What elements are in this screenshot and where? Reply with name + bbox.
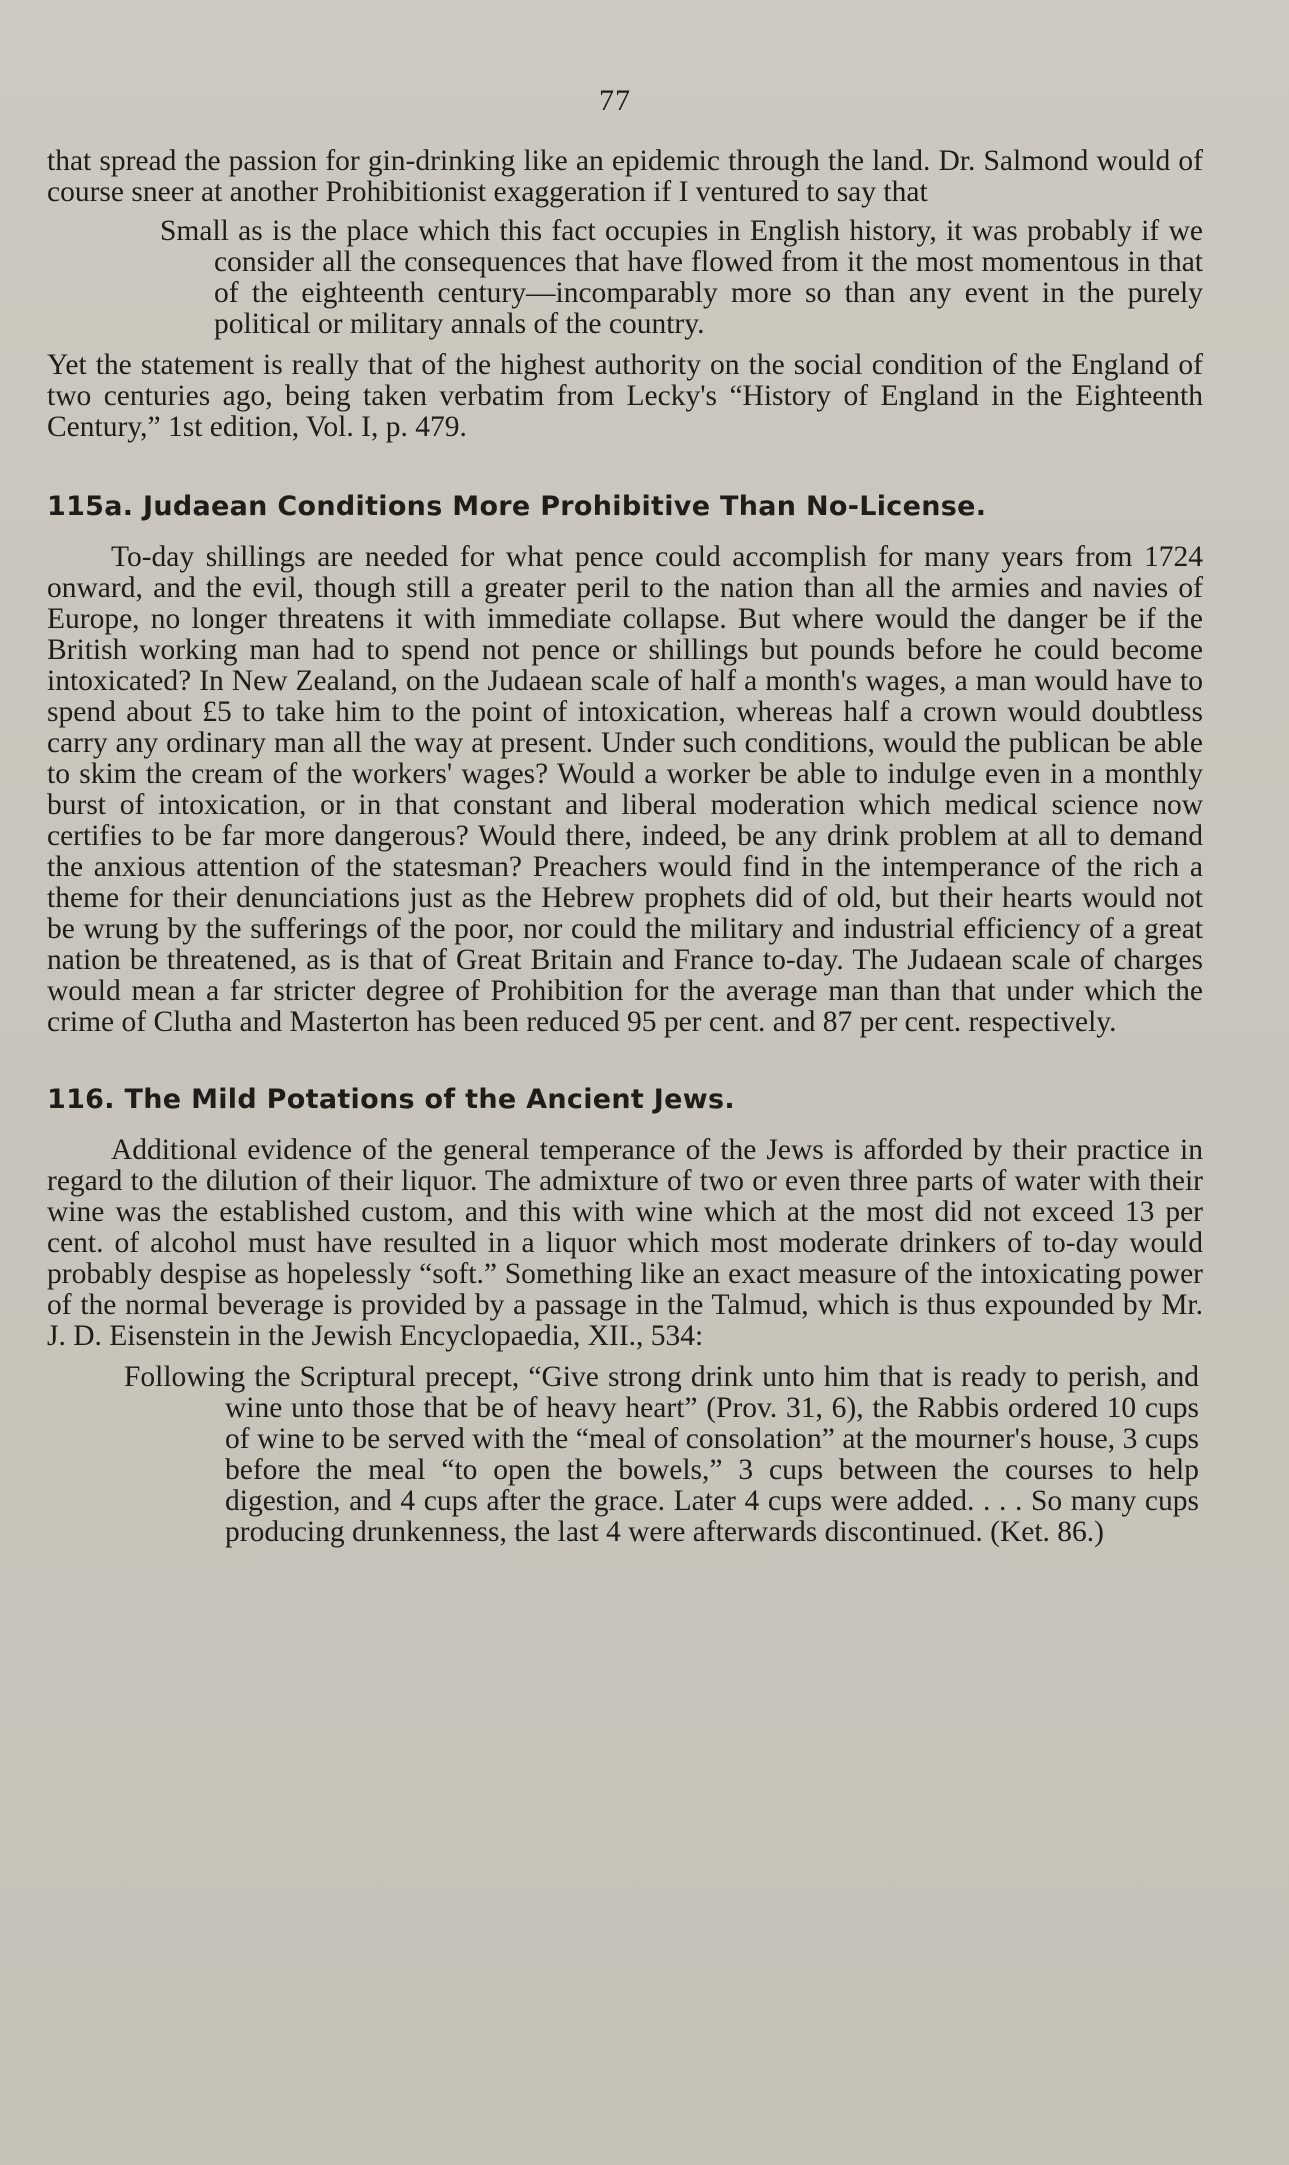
text-column — [47, 146, 1203, 1548]
talmud-quote: Following the Scriptural precept, “Give strong drink unto him that is ready to perish, and wine unto those that be of heavy heart” (Prov. 31, 6), the Rabbis ordered 10 cups of wine to be served with the “meal of consolation” at the mourner's house, 3 cups before the meal “to open the bowels,” 3 cups between the courses to help digestion, and 4 cups after the grace. Later 4 cups were added. . . . So many cups producing drunkenness, the last 4 were afterwards discontinued. (Ket. 86.) — [124, 1361, 1199, 1548]
section-heading-115a: 115a. Judaean Conditions More Prohibitive Than No-License. — [47, 491, 987, 522]
lecky-quote: Small as is the place which this fact occupies in English history, it was probably if we consider all the consequences that have flowed from it the most momentous in that of the eighteenth century—incomparably more so than any event in the purely political or military annals of the country. — [160, 215, 1203, 340]
page-number: 77 — [599, 84, 631, 117]
section-115a-body: To-day shillings are needed for what pence could accomplish for many years from 1724 onward, and the evil, though still a greater peril to the nation than all the armies and navies of Europe, no longer threatens it with immediate collapse. But where would the danger be if the British working man had to spend not pence or shillings but pounds before he could become intoxicated? In New Zealand, on the Judaean scale of half a month's wages, a man would have to spend about £5 to take him to the point of intoxication, whereas half a crown would doubtless carry any ordinary man all the way at present. Under such conditions, would the publican be able to skim the cream of the workers' wages? Would a worker be able to indulge even in a monthly burst of intoxication, or in that constant and liberal moderation which medical science now certifies to be far more dangerous? Would there, indeed, be any drink problem at all to demand the anxious attention of the statesman? Preachers would find in the intemperance of the rich a theme for their denunciations just as the Hebrew prophets did of old, but their hearts would not be wrung by the sufferings of the poor, nor could the military and industrial efficiency of a great nation be threatened, as is that of Great Britain and France to-day. The Judaean scale of charges would mean a far stricter degree of Prohibition for the average man than that under which the crime of Clutha and Masterton has been reduced 95 per cent. and 87 per cent. respectively. — [47, 541, 1203, 1038]
lecky-attribution-paragraph: Yet the statement is really that of the highest authority on the social condition of the England of two centuries ago, being taken verbatim from Lecky's “History of England in the Eighteenth Century,” 1st edition, Vol. I, p. 479. — [47, 349, 1203, 443]
section-116-body: Additional evidence of the general temperance of the Jews is afforded by their practice in regard to the dilution of their liquor. The admixture of two or even three parts of water with their wine was the established custom, and this with wine which at the most did not exceed 13 per cent. of alcohol must have resulted in a liquor which most moderate drinkers of to-day would probably despise as hopelessly “soft.” Something like an exact measure of the intoxicating power of the normal beverage is provided by a passage in the Talmud, which is thus expounded by Mr. J. D. Eisenstein in the Jewish Encyclopaedia, XII., 534: — [47, 1134, 1203, 1352]
intro-paragraph: that spread the passion for gin-drinking like an epidemic through the land. Dr. Salmond would of course sneer at another Prohibitionist exaggeration if I ventured to say that — [47, 145, 1203, 208]
section-heading-116: 116. The Mild Potations of the Ancient Jews. — [47, 1084, 735, 1115]
